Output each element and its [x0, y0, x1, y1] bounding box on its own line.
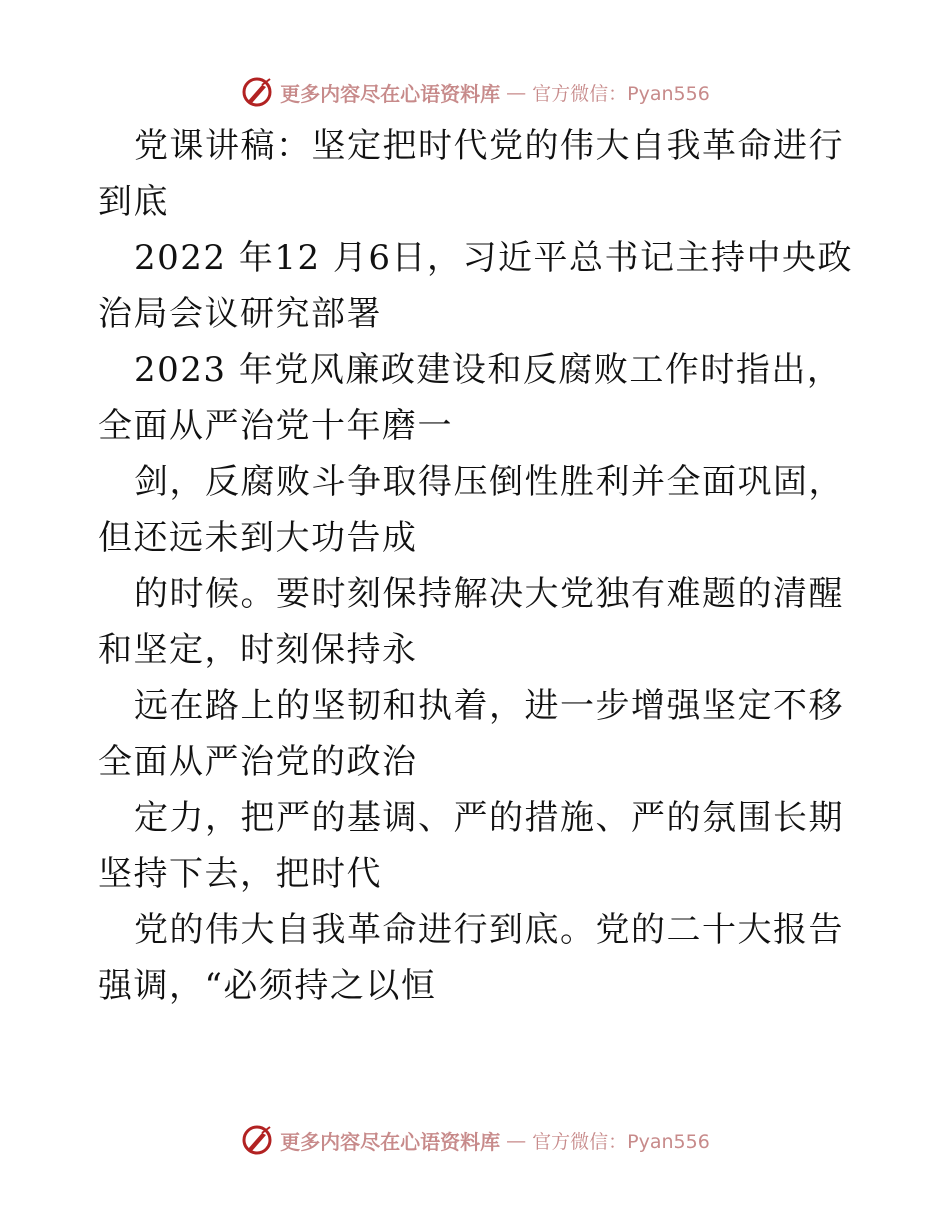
paragraph: 2022 年12 月6日，习近平总书记主持中央政治局会议研究部署 — [98, 238, 854, 334]
document-body — [98, 118, 858, 1014]
paragraph: 剑，反腐败斗争取得压倒性胜利并全面巩固，但还远未到大功告成 — [98, 462, 844, 558]
banner-wechat: 官方微信：Pyan556 — [532, 82, 710, 105]
banner-title: 更多内容尽在心语资料库 — [280, 1129, 501, 1154]
banner-wechat: 官方微信：Pyan556 — [532, 1130, 710, 1153]
footer-banner — [0, 1120, 950, 1160]
quill-logo-icon — [240, 75, 274, 109]
banner-title: 更多内容尽在心语资料库 — [280, 81, 501, 106]
quill-logo-icon — [240, 1123, 274, 1157]
paragraph: 2023 年党风廉政建设和反腐败工作时指出，全面从严治党十年磨一 — [98, 350, 843, 446]
paragraph-title: 党课讲稿：坚定把时代党的伟大自我革命进行到底 — [98, 126, 844, 222]
paragraph: 的时候。要时刻保持解决大党独有难题的清醒和坚定，时刻保持永 — [98, 574, 844, 670]
paragraph: 定力，把严的基调、严的措施、严的氛围长期坚持下去，把时代 — [98, 798, 844, 894]
header-banner — [0, 72, 950, 112]
paragraph: 远在路上的坚韧和执着，进一步增强坚定不移全面从严治党的政治 — [98, 686, 844, 782]
banner-dash: — — [506, 1128, 527, 1152]
paragraph: 党的伟大自我革命进行到底。党的二十大报告强调，“必须持之以恒 — [98, 910, 844, 1006]
banner-dash: — — [506, 80, 527, 104]
